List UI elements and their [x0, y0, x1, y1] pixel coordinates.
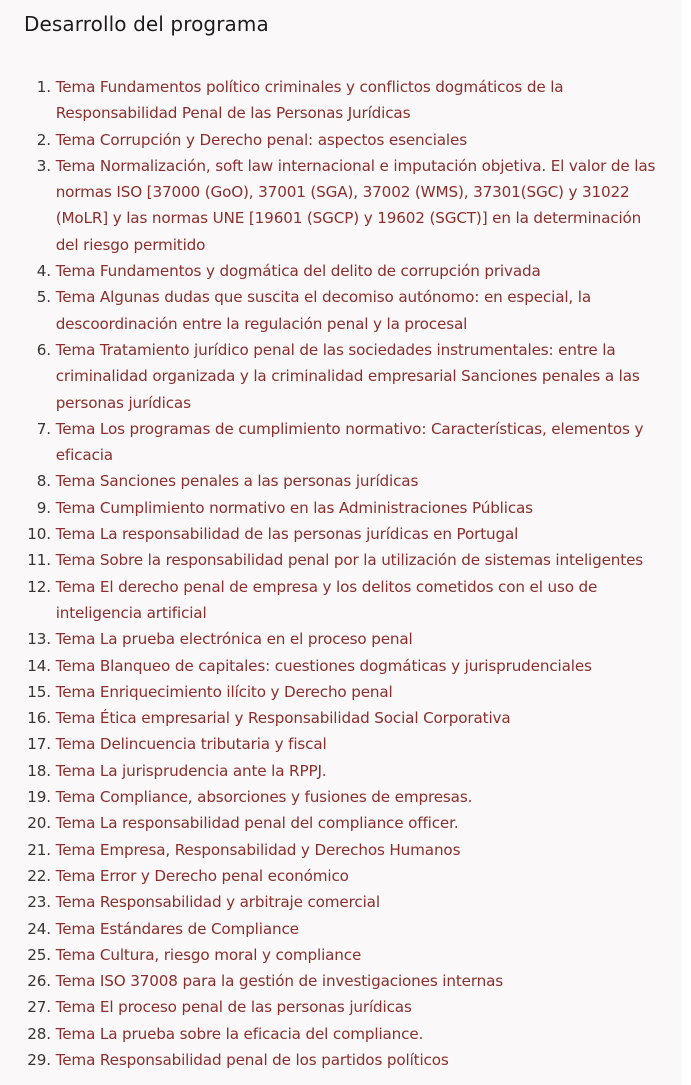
topic-link[interactable]: Tema El derecho penal de empresa y los delitos cometidos con el uso de inteligencia artificial	[55, 577, 598, 622]
topic-link[interactable]: Tema Blanqueo de capitales: cuestiones dogmáticas y jurisprudenciales	[55, 656, 592, 675]
topic-item	[24, 284, 668, 337]
topic-item	[24, 416, 668, 469]
topic-link[interactable]: Tema ISO 37008 para la gestión de investigaciones internas	[55, 972, 504, 991]
topic-number: 6.	[36, 340, 51, 359]
topic-link[interactable]: Tema Fundamentos y dogmática del delito de corrupción privada	[55, 262, 541, 281]
topic-item	[24, 521, 668, 547]
topic-link[interactable]: Tema La jurisprudencia ante la RPPJ.	[55, 761, 327, 780]
topic-item	[24, 337, 668, 416]
topic-link[interactable]: Tema Responsabilidad y arbitraje comercial	[55, 893, 380, 912]
topic-link[interactable]: Tema Algunas dudas que suscita el decomiso autónomo: en especial, la descoordinación entre la regulación penal y la procesal	[55, 288, 592, 333]
topic-link[interactable]: Tema La responsabilidad penal del compliance officer.	[55, 814, 459, 833]
topic-item	[24, 968, 668, 994]
topic-item	[24, 679, 668, 705]
topic-list	[24, 74, 668, 1073]
topic-link[interactable]: Tema Cumplimiento normativo en las Administraciones Públicas	[55, 498, 533, 517]
topic-link[interactable]: Tema La responsabilidad de las personas jurídicas en Portugal	[55, 525, 519, 544]
topic-item	[24, 731, 668, 757]
topic-number: 11.	[27, 551, 51, 570]
topic-link[interactable]: Tema Sanciones penales a las personas jurídicas	[55, 472, 419, 491]
topic-link[interactable]: Tema Enriquecimiento ilícito y Derecho penal	[55, 682, 393, 701]
topic-link[interactable]: Tema Responsabilidad penal de los partidos políticos	[55, 1050, 449, 1069]
topic-item	[24, 889, 668, 915]
topic-link[interactable]: Tema Estándares de Compliance	[55, 919, 299, 938]
topic-item	[24, 626, 668, 652]
topic-link[interactable]: Tema Normalización, soft law internacional e imputación objetiva. El valor de las normas ISO [37000 (GoO), 37001 (SGA), 37002 (WMS), 37301(SGC) y 31022 (MoLR] y las normas UNE [19601 (SGCP) y 19602 (SGCT)] en la determinación del riesgo permitido	[55, 156, 656, 254]
topic-link[interactable]: Tema La prueba electrónica en el proceso penal	[55, 630, 413, 649]
topic-item	[24, 784, 668, 810]
topic-link[interactable]: Tema Los programas de cumplimiento normativo: Características, elementos y eficacia	[55, 419, 644, 465]
topic-item	[24, 942, 668, 968]
topic-number: 13.	[27, 630, 51, 649]
topic-number: 16.	[27, 709, 51, 728]
topic-number: 24.	[27, 919, 51, 938]
topic-item	[24, 1021, 668, 1047]
topic-number: 18.	[27, 761, 51, 780]
topic-number: 14.	[27, 656, 51, 675]
topic-link[interactable]: Tema Sobre la responsabilidad penal por la utilización de sistemas inteligentes	[55, 551, 644, 570]
topic-item	[24, 153, 668, 258]
topic-item	[24, 468, 668, 494]
topic-item	[24, 495, 668, 521]
topic-item	[24, 705, 668, 731]
topic-item	[24, 258, 668, 284]
topic-item	[24, 74, 668, 127]
topic-item	[24, 127, 668, 153]
section-title: Desarrollo del programa	[24, 12, 269, 36]
topic-item	[24, 863, 668, 889]
topic-number: 29.	[27, 1050, 51, 1069]
topic-number: 26.	[27, 972, 51, 991]
topic-item	[24, 810, 668, 836]
topic-number: 19.	[27, 788, 51, 807]
topic-number: 5.	[36, 288, 51, 307]
topic-number: 3.	[36, 156, 51, 175]
topic-number: 23.	[27, 893, 51, 912]
topic-link[interactable]: Tema Ética empresarial y Responsabilidad Social Corporativa	[55, 709, 511, 728]
topic-item	[24, 653, 668, 679]
topic-number: 4.	[36, 262, 51, 281]
topic-number: 20.	[27, 814, 51, 833]
topic-item	[24, 547, 668, 573]
topic-number: 10.	[27, 525, 51, 544]
topic-number: 1.	[36, 78, 51, 96]
topic-number: 22.	[27, 866, 51, 885]
topic-link[interactable]: Tema Delincuencia tributaria y fiscal	[55, 735, 327, 754]
topic-number: 25.	[27, 945, 51, 964]
topic-link[interactable]: Tema Error y Derecho penal económico	[55, 866, 349, 885]
topic-link[interactable]: Tema El proceso penal de las personas jurídicas	[55, 998, 412, 1017]
topic-link[interactable]: Tema Cultura, riesgo moral y compliance	[55, 945, 362, 964]
topic-link[interactable]: Tema La prueba sobre la eficacia del compliance.	[55, 1024, 424, 1043]
topic-link[interactable]: Tema Compliance, absorciones y fusiones de empresas.	[55, 788, 473, 807]
topic-number: 27.	[27, 998, 51, 1017]
right-edge	[682, 0, 691, 1085]
topic-number: 15.	[27, 682, 51, 701]
topic-number: 2.	[36, 130, 51, 149]
topic-number: 9.	[36, 498, 51, 517]
topic-number: 28.	[27, 1024, 51, 1043]
topic-number: 7.	[36, 419, 51, 438]
topic-number: 21.	[27, 840, 51, 859]
topic-number: 17.	[27, 735, 51, 754]
topic-item	[24, 994, 668, 1020]
topic-number: 12.	[27, 577, 51, 596]
topic-item	[24, 1047, 668, 1073]
topic-link[interactable]: Tema Corrupción y Derecho penal: aspectos esenciales	[55, 130, 467, 149]
topic-item	[24, 837, 668, 863]
topic-link[interactable]: Tema Empresa, Responsabilidad y Derechos Humanos	[55, 840, 461, 859]
topic-link[interactable]: Tema Fundamentos político criminales y conflictos dogmáticos de la Responsabilidad Penal de las Personas Jurídicas	[55, 78, 564, 123]
topic-item	[24, 574, 668, 627]
topic-link[interactable]: Tema Tratamiento jurídico penal de las sociedades instrumentales: entre la criminalidad organizada y la criminalidad empresarial Sanciones penales a las personas jurídicas	[55, 340, 640, 412]
topic-item	[24, 916, 668, 942]
topic-number: 8.	[36, 472, 51, 491]
topic-item	[24, 758, 668, 784]
